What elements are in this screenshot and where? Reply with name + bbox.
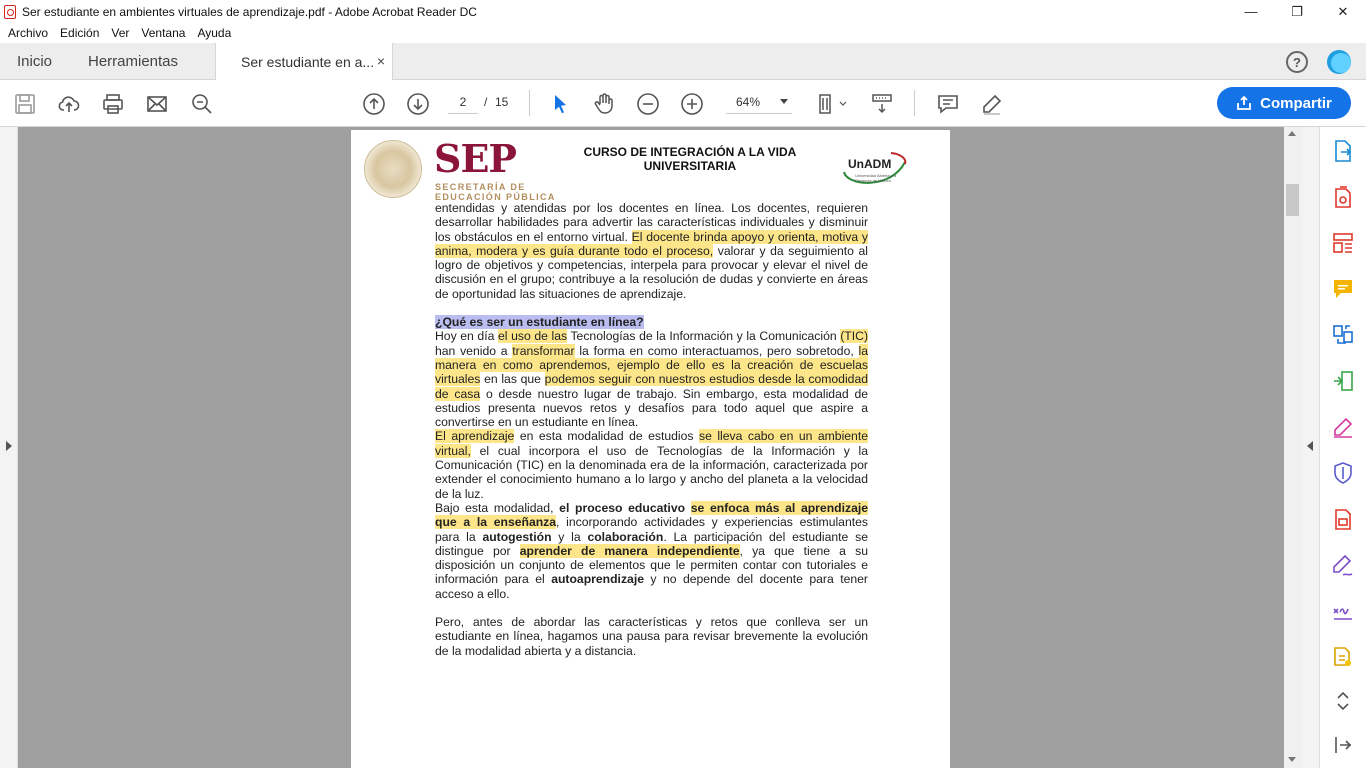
highlight: El docente brinda apoyo y orienta, motiva y anima, modera y es guía durante todo el proceso, [435,229,869,258]
text-span: en esta modalidad de estudios [514,429,699,444]
send-for-signature-icon[interactable] [1331,599,1355,623]
text-span: Hoy en día [435,329,498,344]
sep-subtitle-2: EDUCACIÓN PÚBLICA [435,192,556,202]
sep-subtitle-1: SECRETARÍA DE [435,182,526,192]
paragraph-2 [435,329,868,429]
compress-pdf-icon[interactable] [1331,369,1355,393]
page-separator: / [484,95,488,109]
previous-page-icon[interactable] [361,91,387,117]
help-icon[interactable]: ? [1286,51,1308,73]
menu-edicion[interactable]: Edición [60,26,100,40]
highlight: transformar [512,343,575,358]
menu-archivo[interactable]: Archivo [8,26,49,40]
create-pdf-icon[interactable] [1331,185,1355,209]
paragraph-4 [435,501,868,601]
unadm-subtitle: Universidad Abierta y a Distancia de México [855,173,897,183]
share-button[interactable] [1217,87,1351,119]
print-icon[interactable] [100,91,126,117]
find-zoom-icon[interactable] [189,91,215,117]
close-window-button[interactable]: ✕ [1337,3,1349,19]
fill-sign-icon[interactable] [1331,415,1355,439]
toolbar-divider [529,90,530,116]
menu-ventana[interactable]: Ventana [141,26,186,40]
select-cursor-icon[interactable] [547,91,573,117]
text-span: , ya que tiene a su disposición un conjunto de elementos que le permiten contar con tutoriales e información para el [435,543,868,587]
text-span: , incorporando actividades y experiencias estimulantes para la [435,515,868,544]
combine-files-icon[interactable] [1331,323,1355,347]
text-span: . La participación del estudiante se distingue por [435,529,868,558]
text-span: la forma en como interactuamos, pero sobretodo, [574,343,859,358]
next-page-icon[interactable] [405,91,431,117]
section-heading [435,315,868,329]
tab-document[interactable] [215,43,393,80]
paragraph-3 [435,429,868,500]
highlight: el uso de las [497,329,568,344]
paragraph-5: Pero, antes de abordar las características y retos que conlleva ser un estudiante en línea, hagamos una pausa para revisar brevemente la evolución de la modalidad abierta y a distancia. [435,615,868,658]
unadm-wordmark: UnADM [848,157,892,171]
zoom-out-icon[interactable] [635,91,661,117]
collapse-pane-icon[interactable] [1331,733,1355,757]
scroll-mode-icon[interactable] [869,91,895,117]
toolbar-divider [914,90,915,116]
text-span: Bajo esta modalidad, [435,500,560,515]
window-title: Ser estudiante en ambientes virtuales de aprendizaje.pdf - Adobe Acrobat Reader DC [22,4,477,19]
maximize-button[interactable]: ❐ [1291,3,1303,19]
email-icon[interactable] [144,91,170,117]
menu-bar [0,23,1366,43]
comment-tool-icon[interactable] [1331,277,1355,301]
acrobat-pdf-icon [4,5,16,19]
bold-text: autogestión [482,529,552,544]
text-span: o desde nuestro lugar de trabajo. Sin embargo, esta modalidad de estudios presenta nuevos retos y desafíos para todo aquel que aspire a convertirse en un estudiante en línea. [435,386,869,430]
window-controls [1228,0,1366,23]
collapse-right-icon[interactable] [1307,441,1313,451]
highlight: la manera en como aprendemos, ejemplo de ello es la creación de escuelas virtuales [435,343,868,387]
highlight: podemos seguir con nuestros estudios desde la comodidad de casa [435,372,869,401]
page-number-input[interactable] [448,90,478,114]
tab-document-label: Ser estudiante en a... [241,53,375,70]
tools-pane [1320,127,1366,768]
zoom-value: 64% [736,94,761,109]
bold-text: autoaprendizaje [551,572,644,587]
text-span: el cual incorpora el uso de Tecnologías de la Información y la Comunicación (TIC) en la denominada era de la información, caracterizada por extender el conocimiento humano a lo largo y ancho del planeta a la velocidad de la luz. [435,443,868,501]
edit-pdf-icon[interactable] [1331,507,1355,531]
zoom-in-icon[interactable] [679,91,705,117]
text-span: valorar y da seguimiento al logro de objetivos y competencias, interpela para provocar y elevar el nivel de discusión en el grupo; contribuye a la resolución de dudas y convierte en áreas de oportunidad las situaciones de aprendizaje. [435,243,868,301]
bold-text: colaboración [587,529,664,544]
menu-ayuda[interactable]: Ayuda [197,26,232,40]
highlight-pen-icon[interactable] [979,91,1005,117]
chevron-down-icon [780,99,788,104]
tab-bar [0,43,1366,80]
title-bar [0,0,1366,23]
vertical-scrollbar[interactable] [1284,127,1301,768]
text-span: Tecnologías de la Información y la Comunicación [567,329,841,344]
zoom-select[interactable] [726,90,792,114]
more-tools-icon[interactable] [1331,645,1355,669]
comment-icon[interactable] [935,91,961,117]
save-icon[interactable] [12,91,38,117]
document-body [435,201,868,658]
mexico-seal-logo [364,140,422,198]
tab-close-icon[interactable]: × [376,53,385,69]
unadm-logo [841,150,911,188]
highlight: aprender de manera independiente [519,543,740,558]
hand-tool-icon[interactable] [591,91,617,117]
organize-pages-icon[interactable] [1331,231,1355,255]
scroll-up-icon[interactable] [1288,131,1296,136]
text-span: y no depende del docente para tener acceso a ello. [435,572,868,601]
pdf-page [351,130,950,768]
share-label: Compartir [1260,94,1332,112]
upload-cloud-icon[interactable] [56,91,82,117]
export-pdf-icon[interactable] [1331,139,1355,163]
tab-herramientas[interactable]: Herramientas [88,53,179,70]
bold-text: el proceso educativo [559,500,691,515]
expand-tools-icon[interactable] [1331,689,1355,713]
tab-inicio[interactable]: Inicio [17,53,53,70]
text-span: y la [551,529,588,544]
page-fit-icon[interactable] [814,91,850,117]
minimize-button[interactable]: — [1244,4,1258,19]
text-span: en las que [480,372,545,387]
text-span: entendidas y atendidas por los docentes en línea. Los docentes, requieren desarrollar habilidades para advertir las características individuales y disminuir los obstáculos en el entorno virtual. [435,201,868,244]
page-total: 15 [495,95,509,109]
avatar[interactable] [1327,50,1351,74]
text-span: han venido a [435,343,513,358]
signature-pen-icon[interactable] [1331,553,1355,577]
highlight: (TIC) [840,329,868,344]
highlight: se lleva cabo en un ambiente virtual, [435,429,869,458]
course-title: CURSO DE INTEGRACIÓN A LA VIDA UNIVERSITARIA [583,145,797,173]
heading-highlight: ¿Qué es ser un estudiante en línea? [435,315,644,330]
sep-logo: SEP [434,136,516,181]
scroll-down-icon[interactable] [1288,757,1296,762]
highlight: El aprendizaje [435,429,515,444]
protect-shield-icon[interactable] [1331,461,1355,485]
paragraph-1 [435,201,868,301]
scroll-thumb[interactable] [1286,184,1299,216]
expand-left-icon[interactable] [6,441,12,451]
highlight: se enfoca más al aprendizaje que a la enseñanza [435,500,869,530]
menu-ver[interactable]: Ver [111,26,130,40]
